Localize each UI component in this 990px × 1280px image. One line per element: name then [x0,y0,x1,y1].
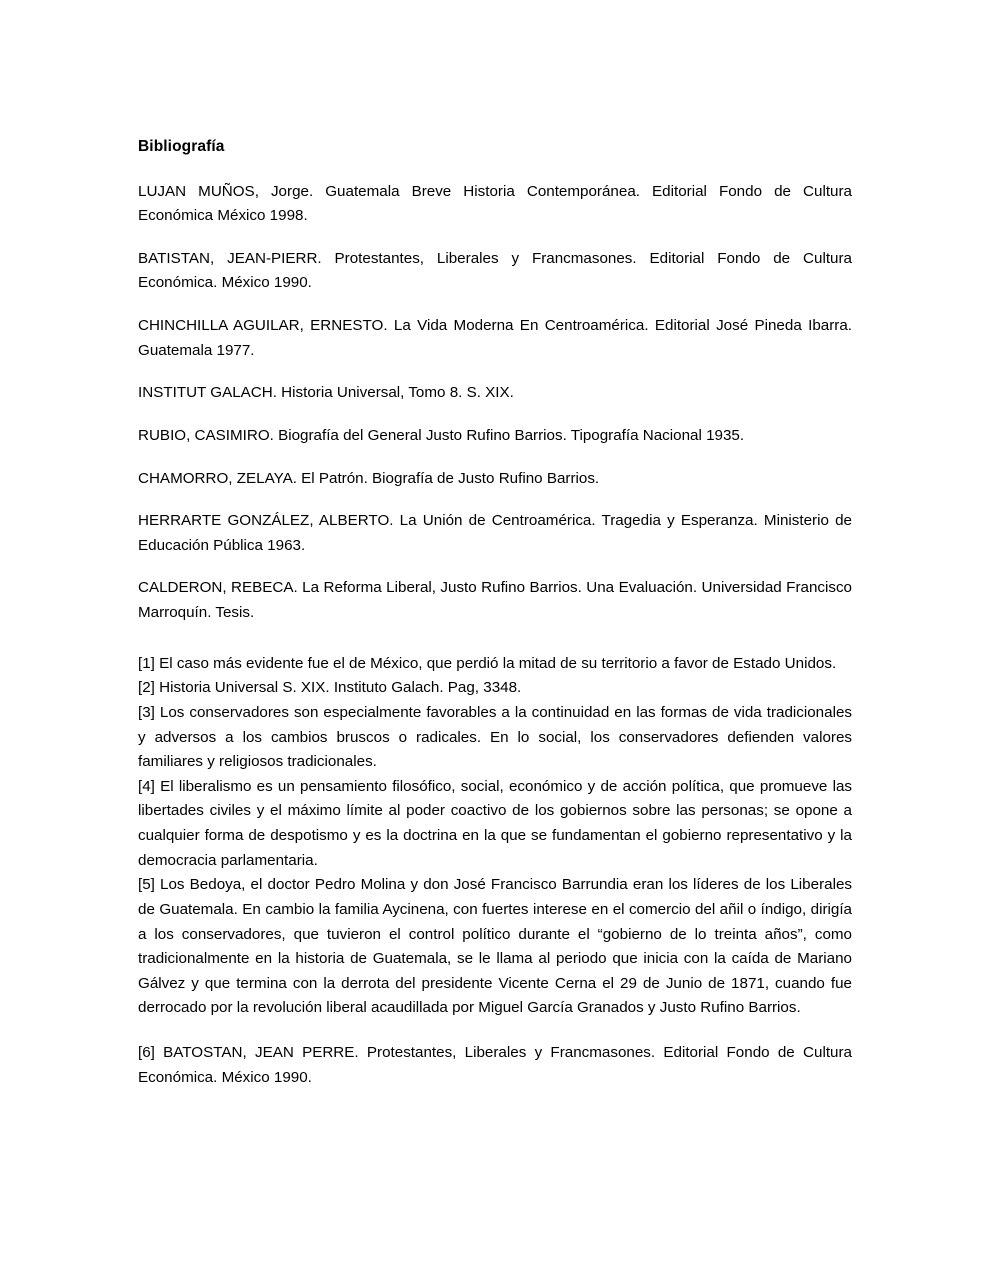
bibliography-entry: BATISTAN, JEAN-PIERR. Protestantes, Liberales y Francmasones. Editorial Fondo de Cultura Económica. México 1990. [138,249,852,292]
bibliography-entry: HERRARTE GONZÁLEZ, ALBERTO. La Unión de Centroamérica. Tragedia y Esperanza. Ministerio de Educación Pública 1963. [138,512,852,554]
page-title: Bibliografía [138,138,225,155]
bibliography-entry: CALDERON, REBECA. La Reforma Liberal, Justo Rufino Barrios. Una Evaluación. Universidad Francisco Marroquín. Tesis. [138,579,852,622]
bibliography-entry: LUJAN MUÑOS, Jorge. Guatemala Breve Historia Contemporánea. Editorial Fondo de Cultura Económica México 1998. [138,182,852,225]
footnotes-list [138,652,852,1091]
bibliography-list [138,180,852,626]
bibliography-entry: INSTITUT GALACH. Historia Universal, Tomo 8. S. XIX. [138,384,514,402]
bibliography-entry: CHAMORRO, ZELAYA. El Patrón. Biografía de Justo Rufino Barrios. [138,469,600,487]
footnote-item: [1] El caso más evidente fue el de México, que perdió la mitad de su territorio a favor de Estado Unidos. [138,654,837,672]
bibliography-entry: RUBIO, CASIMIRO. Biografía del General Justo Rufino Barrios. Tipografía Nacional 1935. [138,426,745,444]
footnote-item: [4] El liberalismo es un pensamiento filosófico, social, económico y de acción política, que promueve las libertades civiles y el máximo límite al poder coactivo de los gobiernos sobre las personas; se opone a cualquier forma de despotismo y es la doctrina en la que se fundamentan el gobierno representativo y la democracia parlamentaria. [138,777,852,869]
footnote-item: [3] Los conservadores son especialmente favorables a la continuidad en las formas de vida tradicionales y adversos a los cambios bruscos o radicales. En lo social, los conservadores defienden valores familiares y religiosos tradicionales. [138,703,852,771]
footnote-item: [6] BATOSTAN, JEAN PERRE. Protestantes, Liberales y Francmasones. Editorial Fondo de Cultura Económica. México 1990. [138,1044,852,1086]
footnote-item: [5] Los Bedoya, el doctor Pedro Molina y don José Francisco Barrundia eran los líderes de los Liberales de Guatemala. En cambio la familia Aycinena, con fuertes interese en el comercio del añil o índigo, dirigía a los conservadores, que tuvieron el control político durante el “gobierno de lo treinta años”, como tradicionalmente en la historia de Guatemala, se le llama al periodo que inicia con la caída de Mariano Gálvez y que termina con la derrota del presidente Vicente Cerna el 29 de Junio de 1871, cuando fue derrocado por la revolución liberal acaudillada por Miguel García Granados y Justo Rufino Barrios. [138,876,852,1017]
bibliography-entry: CHINCHILLA AGUILAR, ERNESTO. La Vida Moderna En Centroamérica. Editorial José Pineda Ibarra. Guatemala 1977. [138,317,852,359]
footnote-item: [2] Historia Universal S. XIX. Instituto Galach. Pag, 3348. [138,679,522,697]
